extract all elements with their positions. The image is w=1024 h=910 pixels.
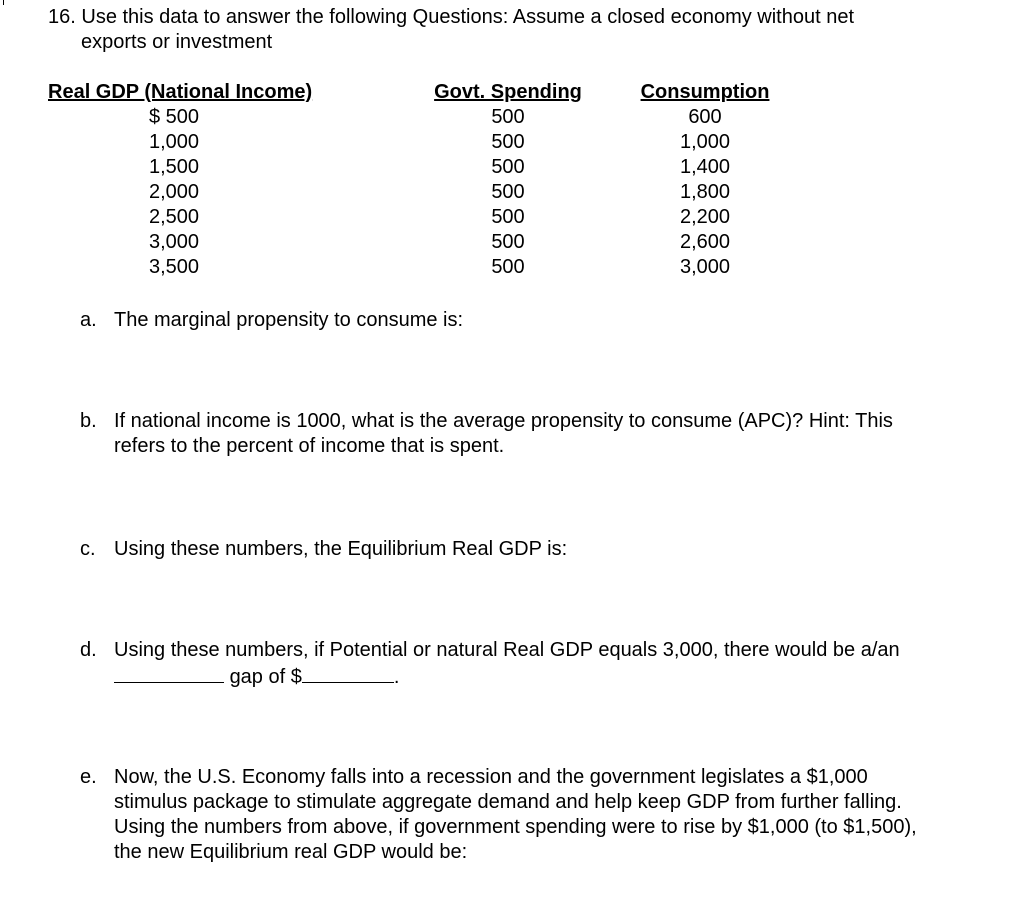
govt-spending-column: [426, 80, 590, 280]
part-e-text-line-4: the new Equilibrium real GDP would be:: [114, 841, 468, 863]
part-d-text-line-1: Using these numbers, if Potential or natural Real GDP equals 3,000, there would be a/an: [114, 639, 900, 661]
question-text-line-1: Use this data to answer the following Questions: Assume a closed economy without net: [81, 6, 855, 28]
gdp-cell: $ 500: [149, 106, 200, 128]
part-d-gap-label: gap of $: [229, 666, 302, 688]
part-b: [80, 409, 980, 459]
consumption-column-header: Consumption: [640, 81, 770, 103]
govt-spending-cell: 500: [491, 156, 525, 178]
consumption-cell: 2,200: [679, 206, 731, 228]
part-d-letter: d.: [80, 639, 97, 661]
gdp-cell: 2,500: [149, 206, 200, 228]
part-d-period: .: [393, 666, 400, 688]
govt-spending-cell: 500: [491, 106, 525, 128]
part-a-letter: a.: [80, 309, 97, 331]
gap-type-blank[interactable]: [114, 663, 224, 683]
gdp-cell: 1,500: [149, 156, 200, 178]
part-d: [80, 638, 980, 690]
part-c-text: Using these numbers, the Equilibrium Real GDP is:: [114, 538, 568, 560]
part-a: [80, 308, 980, 333]
part-e-letter: e.: [80, 766, 97, 788]
consumption-cell: 2,600: [679, 231, 731, 253]
question-text-line-2: exports or investment: [81, 31, 273, 53]
consumption-cell: 1,400: [679, 156, 731, 178]
part-b-text-line-1: If national income is 1000, what is the average propensity to consume (APC)? Hint: This: [114, 410, 893, 432]
govt-spending-cell: 500: [491, 181, 525, 203]
part-a-text: The marginal propensity to consume is:: [114, 309, 464, 331]
part-d-text-line-2: [80, 663, 980, 690]
page-edge-mark: [3, 0, 4, 5]
question-line-1: [48, 5, 988, 30]
part-c: [80, 537, 980, 562]
gap-amount-blank[interactable]: [302, 663, 394, 683]
gdp-column-header: Real GDP (National Income): [48, 81, 313, 103]
govt-spending-column-header: Govt. Spending: [434, 81, 582, 103]
consumption-cell: 1,000: [679, 131, 731, 153]
consumption-cell: 3,000: [679, 256, 731, 278]
part-c-letter: c.: [80, 538, 96, 560]
part-e-text-line-1: Now, the U.S. Economy falls into a recession and the government legislates a $1,000: [114, 766, 868, 788]
govt-spending-cell: 500: [491, 256, 525, 278]
part-e-text-line-2: stimulus package to stimulate aggregate demand and help keep GDP from further falling.: [114, 791, 902, 813]
gdp-cell: 3,000: [149, 231, 200, 253]
gdp-cell: 3,500: [149, 256, 200, 278]
consumption-cell: 600: [688, 106, 722, 128]
govt-spending-cell: 500: [491, 231, 525, 253]
govt-spending-cell: 500: [491, 206, 525, 228]
govt-spending-cell: 500: [491, 131, 525, 153]
question-number: 16.: [48, 6, 76, 28]
part-e: [80, 765, 980, 865]
economy-data-table: [48, 80, 788, 290]
gdp-cell: 2,000: [149, 181, 200, 203]
part-e-text-line-3: Using the numbers from above, if government spending were to rise by $1,000 (to $1,500),: [114, 816, 917, 838]
gdp-cell: 1,000: [149, 131, 200, 153]
gdp-column: [48, 80, 338, 280]
consumption-column: [634, 80, 776, 280]
part-b-text-line-2: refers to the percent of income that is spent.: [114, 435, 505, 457]
question-16: [48, 5, 988, 55]
consumption-cell: 1,800: [679, 181, 731, 203]
part-b-letter: b.: [80, 410, 97, 432]
